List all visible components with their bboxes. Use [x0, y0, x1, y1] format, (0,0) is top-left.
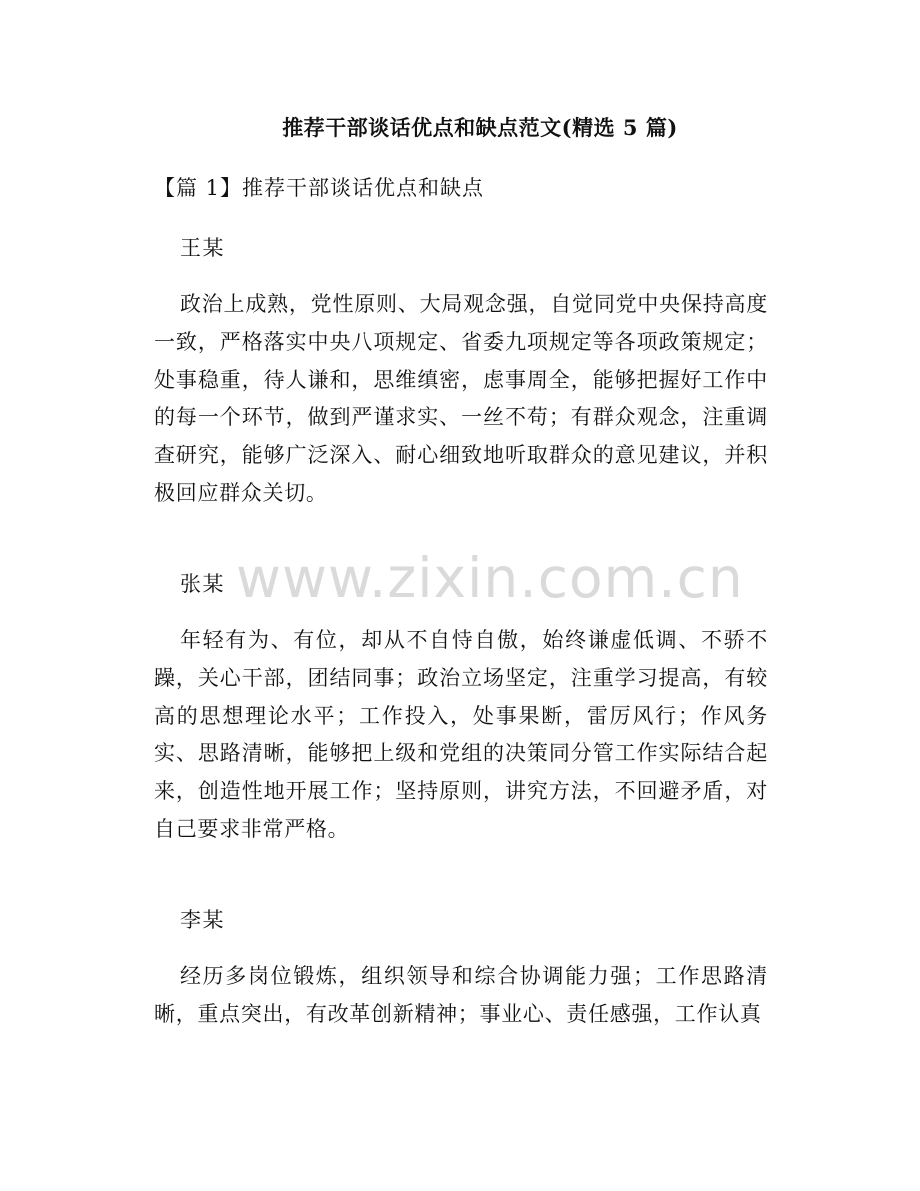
entry-name-zhang: 张某	[180, 572, 225, 596]
entry-text-wang: 政治上成熟，党性原则、大局观念强，自觉同党中央保持高度一致，严格落实中央八项规定、省委九项规定等各项政策规定；处事稳重，待人谦和，思维缜密，虑事周全，能够把握好工作中的每一个环节，做到严谨求实、一丝不苟；有群众观念，注重调查研究，能够广泛深入、耐心细致地听取群众的意见建议，并积极回应群众关切。	[154, 292, 768, 505]
watermark: www.zixin.com.cn	[236, 546, 744, 610]
section-heading: 【篇 1】推荐干部谈话优点和缺点	[154, 176, 485, 200]
entry-text-li: 经历多岗位锻炼，组织领导和综合协调能力强；工作思路清晰，重点突出，有改革创新精神；事业心、责任感强，工作认真	[154, 964, 768, 1026]
document-title: 推荐干部谈话优点和缺点范文(精选 5 篇)	[282, 115, 678, 140]
entry-name-wang: 王某	[180, 236, 225, 260]
entry-text-zhang: 年轻有为、有位，却从不自恃自傲，始终谦虚低调、不骄不躁，关心干部，团结同事；政治立场坚定，注重学习提高，有较高的思想理论水平；工作投入，处事果断，雷厉风行；作风务实、思路清晰，能够把上级和党组的决策同分管工作实际结合起来，创造性地开展工作；坚持原则，讲究方法，不回避矛盾，对自己要求非常严格。	[154, 628, 768, 841]
entry-name-li: 李某	[180, 908, 225, 932]
